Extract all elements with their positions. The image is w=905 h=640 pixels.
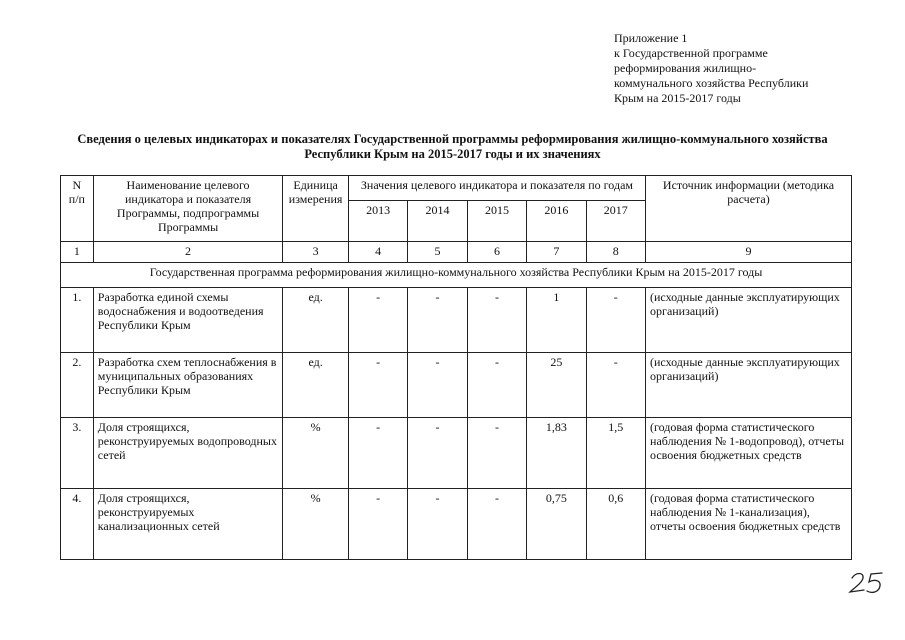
source-cell: (исходные данные эксплуатирующих организаций) [646, 288, 852, 353]
value-2014: - [408, 489, 467, 560]
table-row [61, 353, 852, 418]
value-2017: 1,5 [586, 418, 645, 489]
handwritten-page-number [846, 568, 894, 598]
unit-cell: % [283, 489, 349, 560]
column-number: 9 [646, 242, 852, 263]
header-year: 2015 [467, 201, 526, 242]
header-unit: Единица измерения [283, 176, 349, 242]
header-year: 2016 [527, 201, 586, 242]
row-number: 3. [61, 418, 94, 489]
title-line-2: Республики Крым на 2015-2017 годы и их значениях [304, 147, 601, 161]
row-number: 2. [61, 353, 94, 418]
indicator-name: Доля строящихся, реконструируемых водопроводных сетей [93, 418, 283, 489]
column-number: 4 [348, 242, 407, 263]
column-number: 2 [93, 242, 283, 263]
value-2015: - [467, 418, 526, 489]
value-2014: - [408, 418, 467, 489]
indicator-name: Доля строящихся, реконструируемых канализационных сетей [93, 489, 283, 560]
header-row-1 [61, 176, 852, 201]
unit-cell: ед. [283, 353, 349, 418]
table-row [61, 418, 852, 489]
header-name: Наименование целевого индикатора и показателя Программы, подпрограммы Программы [93, 176, 283, 242]
header-source: Источник информации (методика расчета) [646, 176, 852, 242]
value-2015: - [467, 353, 526, 418]
table-row [61, 288, 852, 353]
value-2015: - [467, 489, 526, 560]
unit-cell: % [283, 418, 349, 489]
header-n: N п/п [61, 176, 94, 242]
value-2014: - [408, 288, 467, 353]
value-2013: - [348, 489, 407, 560]
column-number: 7 [527, 242, 586, 263]
appendix-note: Приложение 1 к Государственной программе реформирования жилищно- коммунального хозяйства Республики Крым на 2015-2017 годы [614, 31, 809, 105]
value-2016: 1,83 [527, 418, 586, 489]
document-title [20, 132, 885, 162]
source-cell: (годовая форма статистического наблюдения № 1-канализация), отчеты освоения бюджетных средств [646, 489, 852, 560]
value-2015: - [467, 288, 526, 353]
indicator-name: Разработка схем теплоснабжения в муниципальных образованиях Республики Крым [93, 353, 283, 418]
column-number-row [61, 242, 852, 263]
value-2013: - [348, 353, 407, 418]
section-title: Государственная программа реформирования жилищно-коммунального хозяйства Республики Крым на 2015-2017 годы [61, 263, 852, 288]
value-2016: 1 [527, 288, 586, 353]
source-cell: (годовая форма статистического наблюдения № 1-водопровод), отчеты освоения бюджетных средств [646, 418, 852, 489]
column-number: 8 [586, 242, 645, 263]
value-2017: - [586, 353, 645, 418]
title-line-1: Сведения о целевых индикаторах и показателях Государственной программы реформирования жилищно-коммунального хозяйства [77, 132, 828, 146]
value-2017: 0,6 [586, 489, 645, 560]
row-number: 4. [61, 489, 94, 560]
unit-cell: ед. [283, 288, 349, 353]
indicators-table [60, 175, 852, 560]
value-2016: 25 [527, 353, 586, 418]
value-2016: 0,75 [527, 489, 586, 560]
header-year: 2014 [408, 201, 467, 242]
header-year: 2013 [348, 201, 407, 242]
value-2013: - [348, 418, 407, 489]
row-number: 1. [61, 288, 94, 353]
column-number: 5 [408, 242, 467, 263]
source-cell: (исходные данные эксплуатирующих организаций) [646, 353, 852, 418]
value-2014: - [408, 353, 467, 418]
header-year: 2017 [586, 201, 645, 242]
section-row [61, 263, 852, 288]
indicator-name: Разработка единой схемы водоснабжения и водоотведения Республики Крым [93, 288, 283, 353]
header-values-group: Значения целевого индикатора и показателя по годам [348, 176, 645, 201]
column-number: 3 [283, 242, 349, 263]
table-row [61, 489, 852, 560]
value-2017: - [586, 288, 645, 353]
value-2013: - [348, 288, 407, 353]
column-number: 6 [467, 242, 526, 263]
column-number: 1 [61, 242, 94, 263]
